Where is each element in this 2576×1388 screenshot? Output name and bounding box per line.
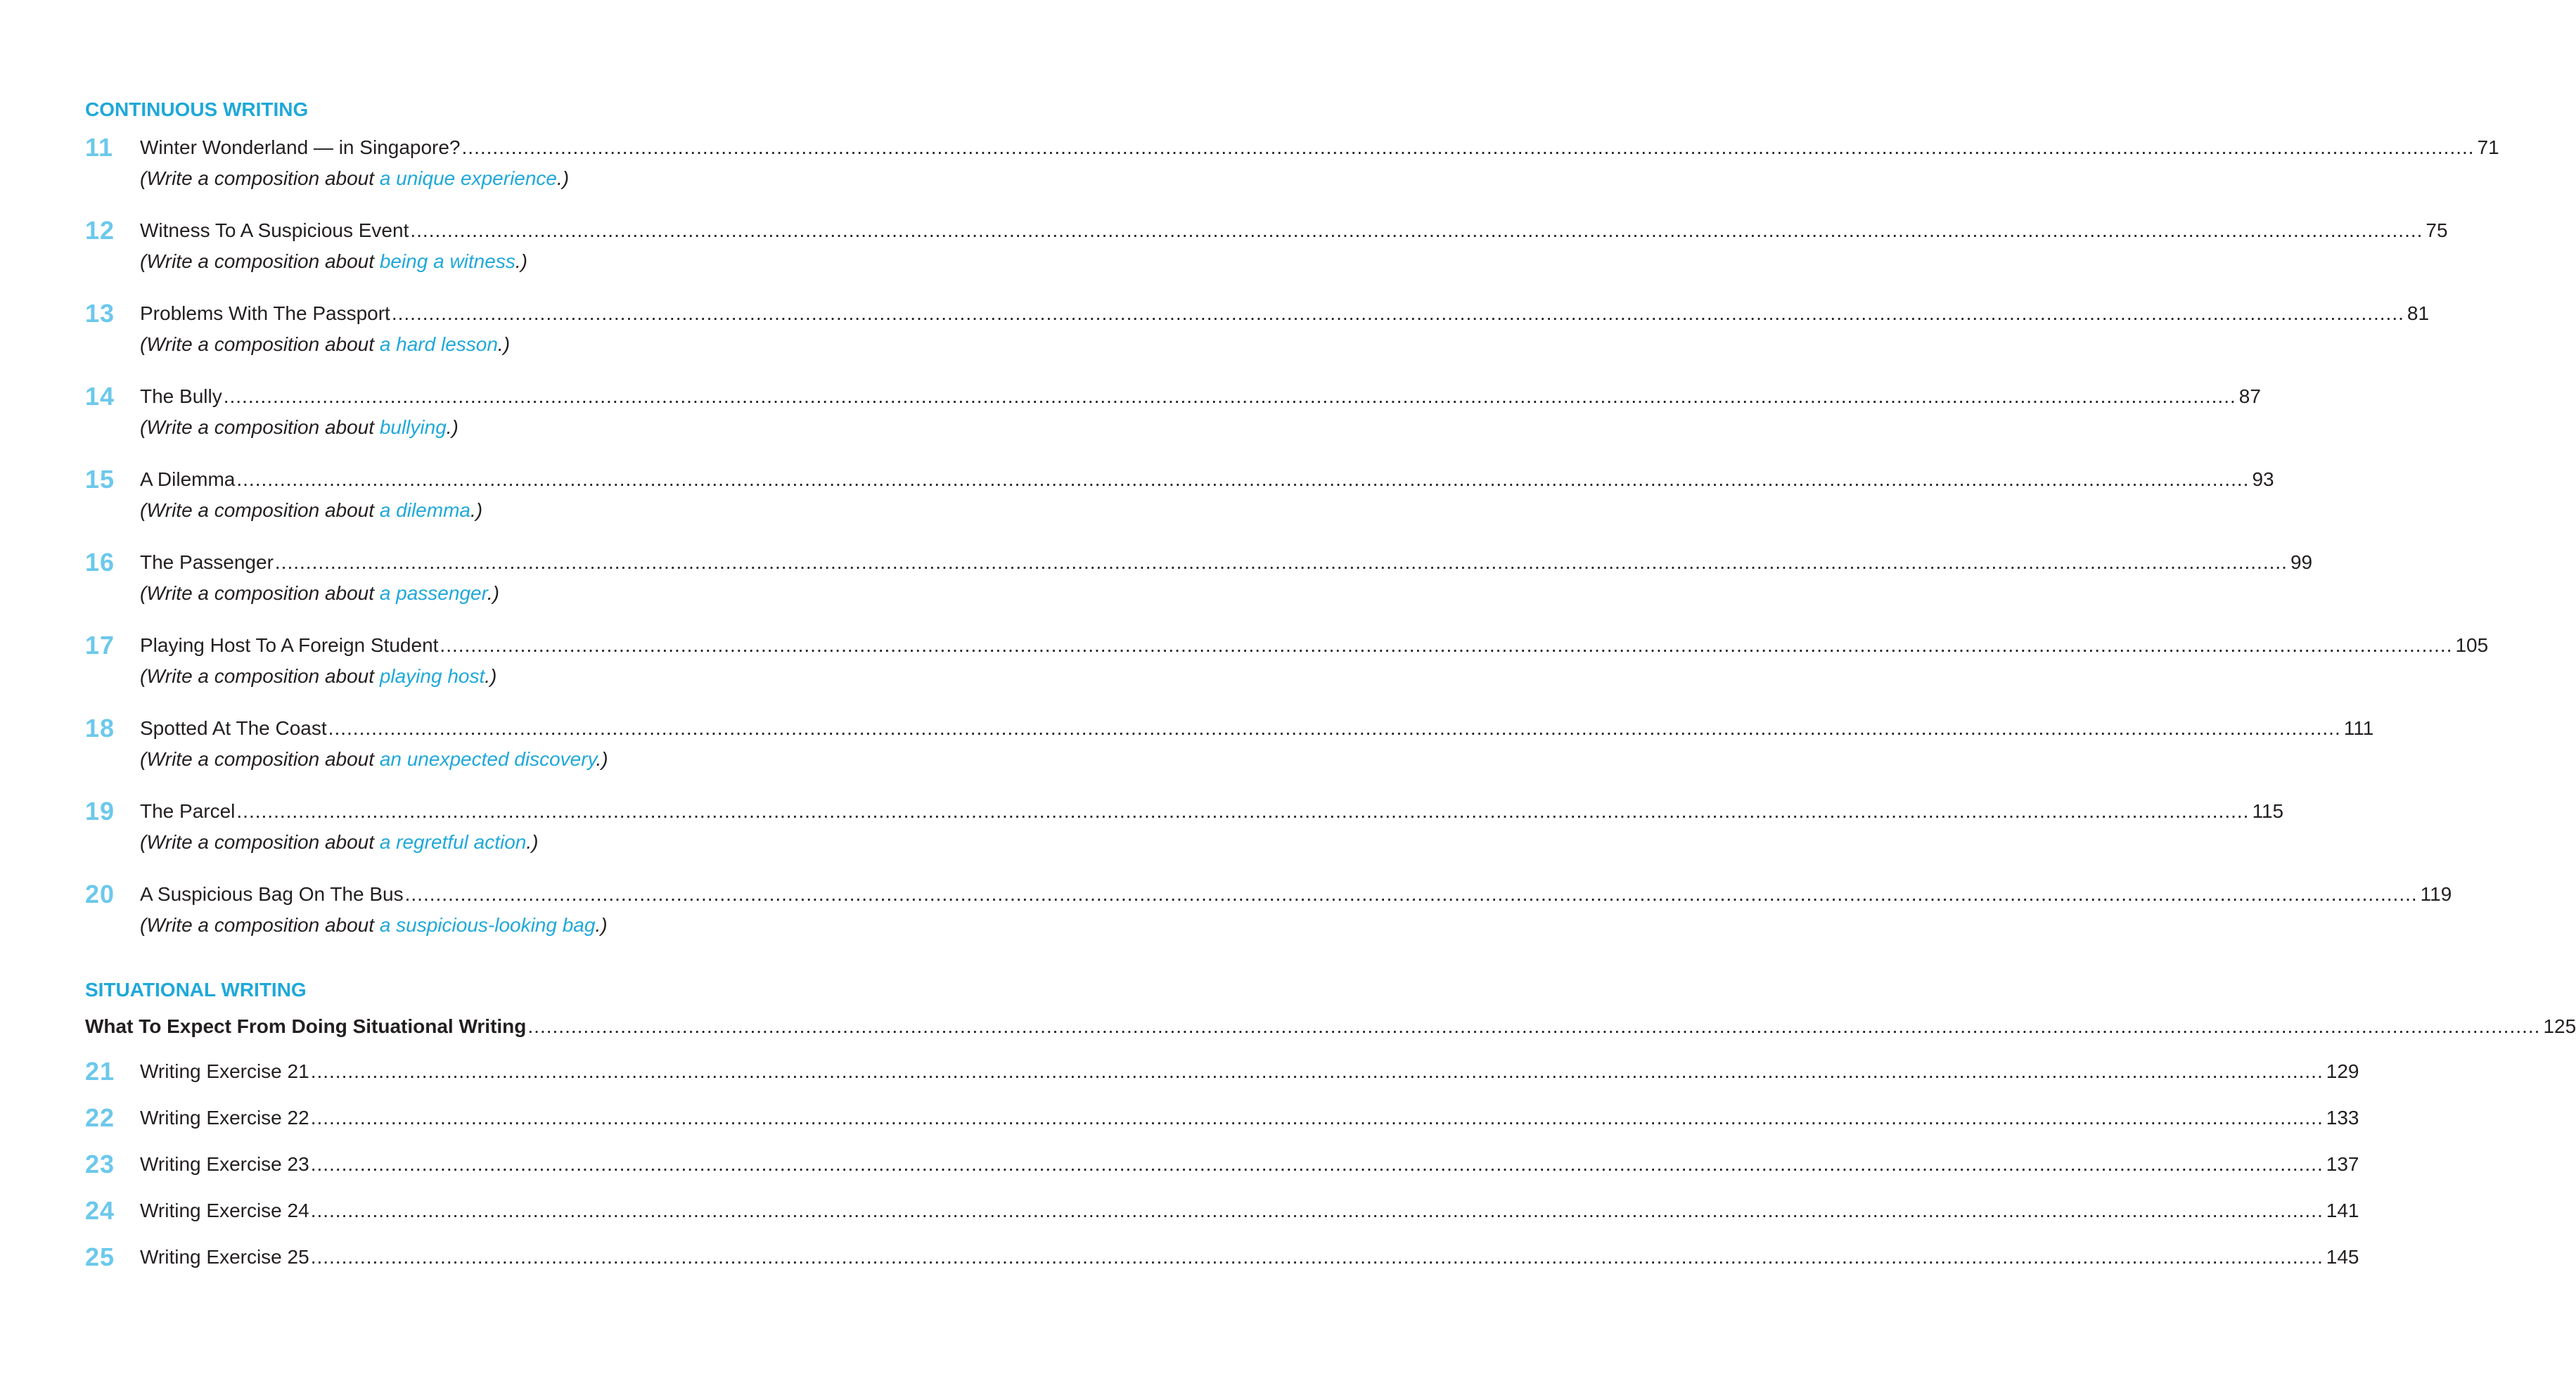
page-number: 137 [2326,1153,2359,1175]
section-heading-situational-writing: SITUATIONAL WRITING [85,979,307,1001]
entry-title: Winter Wonderland — in Singapore? [140,136,461,158]
entry-prompt: (Write a composition about playing host.) [140,665,497,687]
dot-leader [311,1242,2324,1273]
prompt-topic: a dilemma [379,499,470,521]
entry-title: A Suspicious Bag On The Bus [140,883,404,905]
entry-number: 17 [85,631,115,660]
page-number: 71 [2477,136,2499,158]
entry-title: Writing Exercise 22 [140,1107,309,1129]
toc-entry[interactable] [85,713,2374,775]
entry-number: 13 [85,299,115,328]
entry-title: Writing Exercise 23 [140,1153,309,1175]
toc-entry[interactable] [85,1103,2359,1133]
dot-leader [405,879,2418,910]
entry-number: 14 [85,382,115,411]
entry-title: Playing Host To A Foreign Student [140,634,439,656]
dot-leader [236,796,2249,827]
entry-title: Witness To A Suspicious Event [140,219,409,241]
toc-entry[interactable] [85,298,2430,360]
dot-leader [328,713,2341,744]
dot-leader [275,547,2288,578]
continuous-writing-list [85,132,2499,941]
toc-entry[interactable] [85,381,2261,443]
entry-title: Writing Exercise 25 [140,1246,309,1268]
entry-title: Spotted At The Coast [140,717,327,739]
toc-entry[interactable] [85,796,2284,858]
page-number: 87 [2238,385,2261,407]
toc-entry-intro[interactable] [85,1011,2576,1042]
toc-entry[interactable] [85,1242,2359,1273]
toc-entry[interactable] [85,547,2313,609]
toc-entry[interactable] [85,215,2448,277]
dot-leader [440,630,2452,661]
page-number: 129 [2326,1060,2359,1082]
prompt-topic: a unique experience [379,167,558,189]
page-number: 111 [2343,717,2374,739]
entry-prompt: (Write a composition about a unique experience.) [140,167,570,189]
entry-prompt: (Write a composition about a passenger.) [140,582,499,604]
entry-title: The Parcel [140,800,236,822]
entry-prompt: (Write a composition about a regretful action.) [140,831,539,853]
entry-number: 19 [85,797,115,825]
entry-title: The Passenger [140,551,274,573]
dot-leader [311,1056,2324,1087]
dot-leader [311,1195,2324,1226]
entry-number: 18 [85,714,115,743]
toc-entry[interactable] [85,1149,2359,1180]
dot-leader [236,464,2249,495]
entry-number: 12 [85,216,115,245]
prompt-topic: being a witness [379,250,515,272]
prompt-topic: playing host [379,665,485,687]
page-number: 115 [2252,800,2284,822]
page-number: 125 [2543,1015,2576,1037]
page-number: 75 [2426,219,2448,241]
entry-number: 21 [85,1057,115,1086]
toc-entry[interactable] [85,1195,2359,1226]
entry-prompt: (Write a composition about bullying.) [140,416,459,438]
dot-leader [311,1103,2324,1133]
dot-leader [392,298,2404,329]
dot-leader [311,1149,2324,1180]
toc-entry[interactable] [85,1056,2359,1087]
entry-title: Problems With The Passport [140,302,390,324]
entry-prompt: (Write a composition about a hard lesson.) [140,333,511,355]
page-number: 99 [2290,551,2313,573]
page-number: 145 [2326,1246,2359,1268]
toc-entry[interactable] [85,879,2452,941]
entry-title: What To Expect From Doing Situational Writing [85,1015,527,1037]
entry-title: Writing Exercise 24 [140,1200,309,1221]
entry-title: The Bully [140,385,222,407]
entry-prompt: (Write a composition about a dilemma.) [140,499,483,521]
entry-number: 23 [85,1150,115,1178]
entry-number: 20 [85,880,115,908]
dot-leader [224,381,2236,412]
page-number: 133 [2326,1107,2359,1129]
dot-leader [410,215,2423,246]
prompt-topic: a passenger [379,582,487,604]
prompt-topic: a suspicious-looking bag [379,914,596,936]
entry-number: 25 [85,1242,115,1271]
prompt-topic: a hard lesson [379,333,498,355]
page-number: 81 [2407,302,2430,324]
situational-writing-list [85,1056,2359,1273]
entry-number: 11 [85,133,114,162]
entry-prompt: (Write a composition about an unexpected discovery.) [140,748,608,770]
toc-entry[interactable] [85,630,2489,692]
page-number: 105 [2455,634,2489,656]
page-number: 93 [2252,468,2274,490]
dot-leader [527,1011,2540,1042]
toc-entry[interactable] [85,464,2274,526]
table-of-contents [85,93,2576,1288]
entry-number: 24 [85,1196,115,1225]
toc-entry[interactable] [85,132,2499,194]
entry-number: 22 [85,1103,115,1132]
entry-title: A Dilemma [140,468,236,490]
page-number: 119 [2420,883,2452,905]
entry-number: 16 [85,548,115,577]
page-number: 141 [2326,1200,2359,1221]
prompt-topic: an unexpected discovery [379,748,596,770]
section-heading-continuous-writing: CONTINUOUS WRITING [85,98,309,120]
entry-number: 15 [85,465,115,494]
entry-title: Writing Exercise 21 [140,1060,309,1082]
entry-prompt: (Write a composition about being a witness.) [140,250,527,272]
dot-leader [462,132,2475,163]
prompt-topic: a regretful action [379,831,527,853]
prompt-topic: bullying [379,416,447,438]
entry-prompt: (Write a composition about a suspicious-looking bag.) [140,914,608,936]
